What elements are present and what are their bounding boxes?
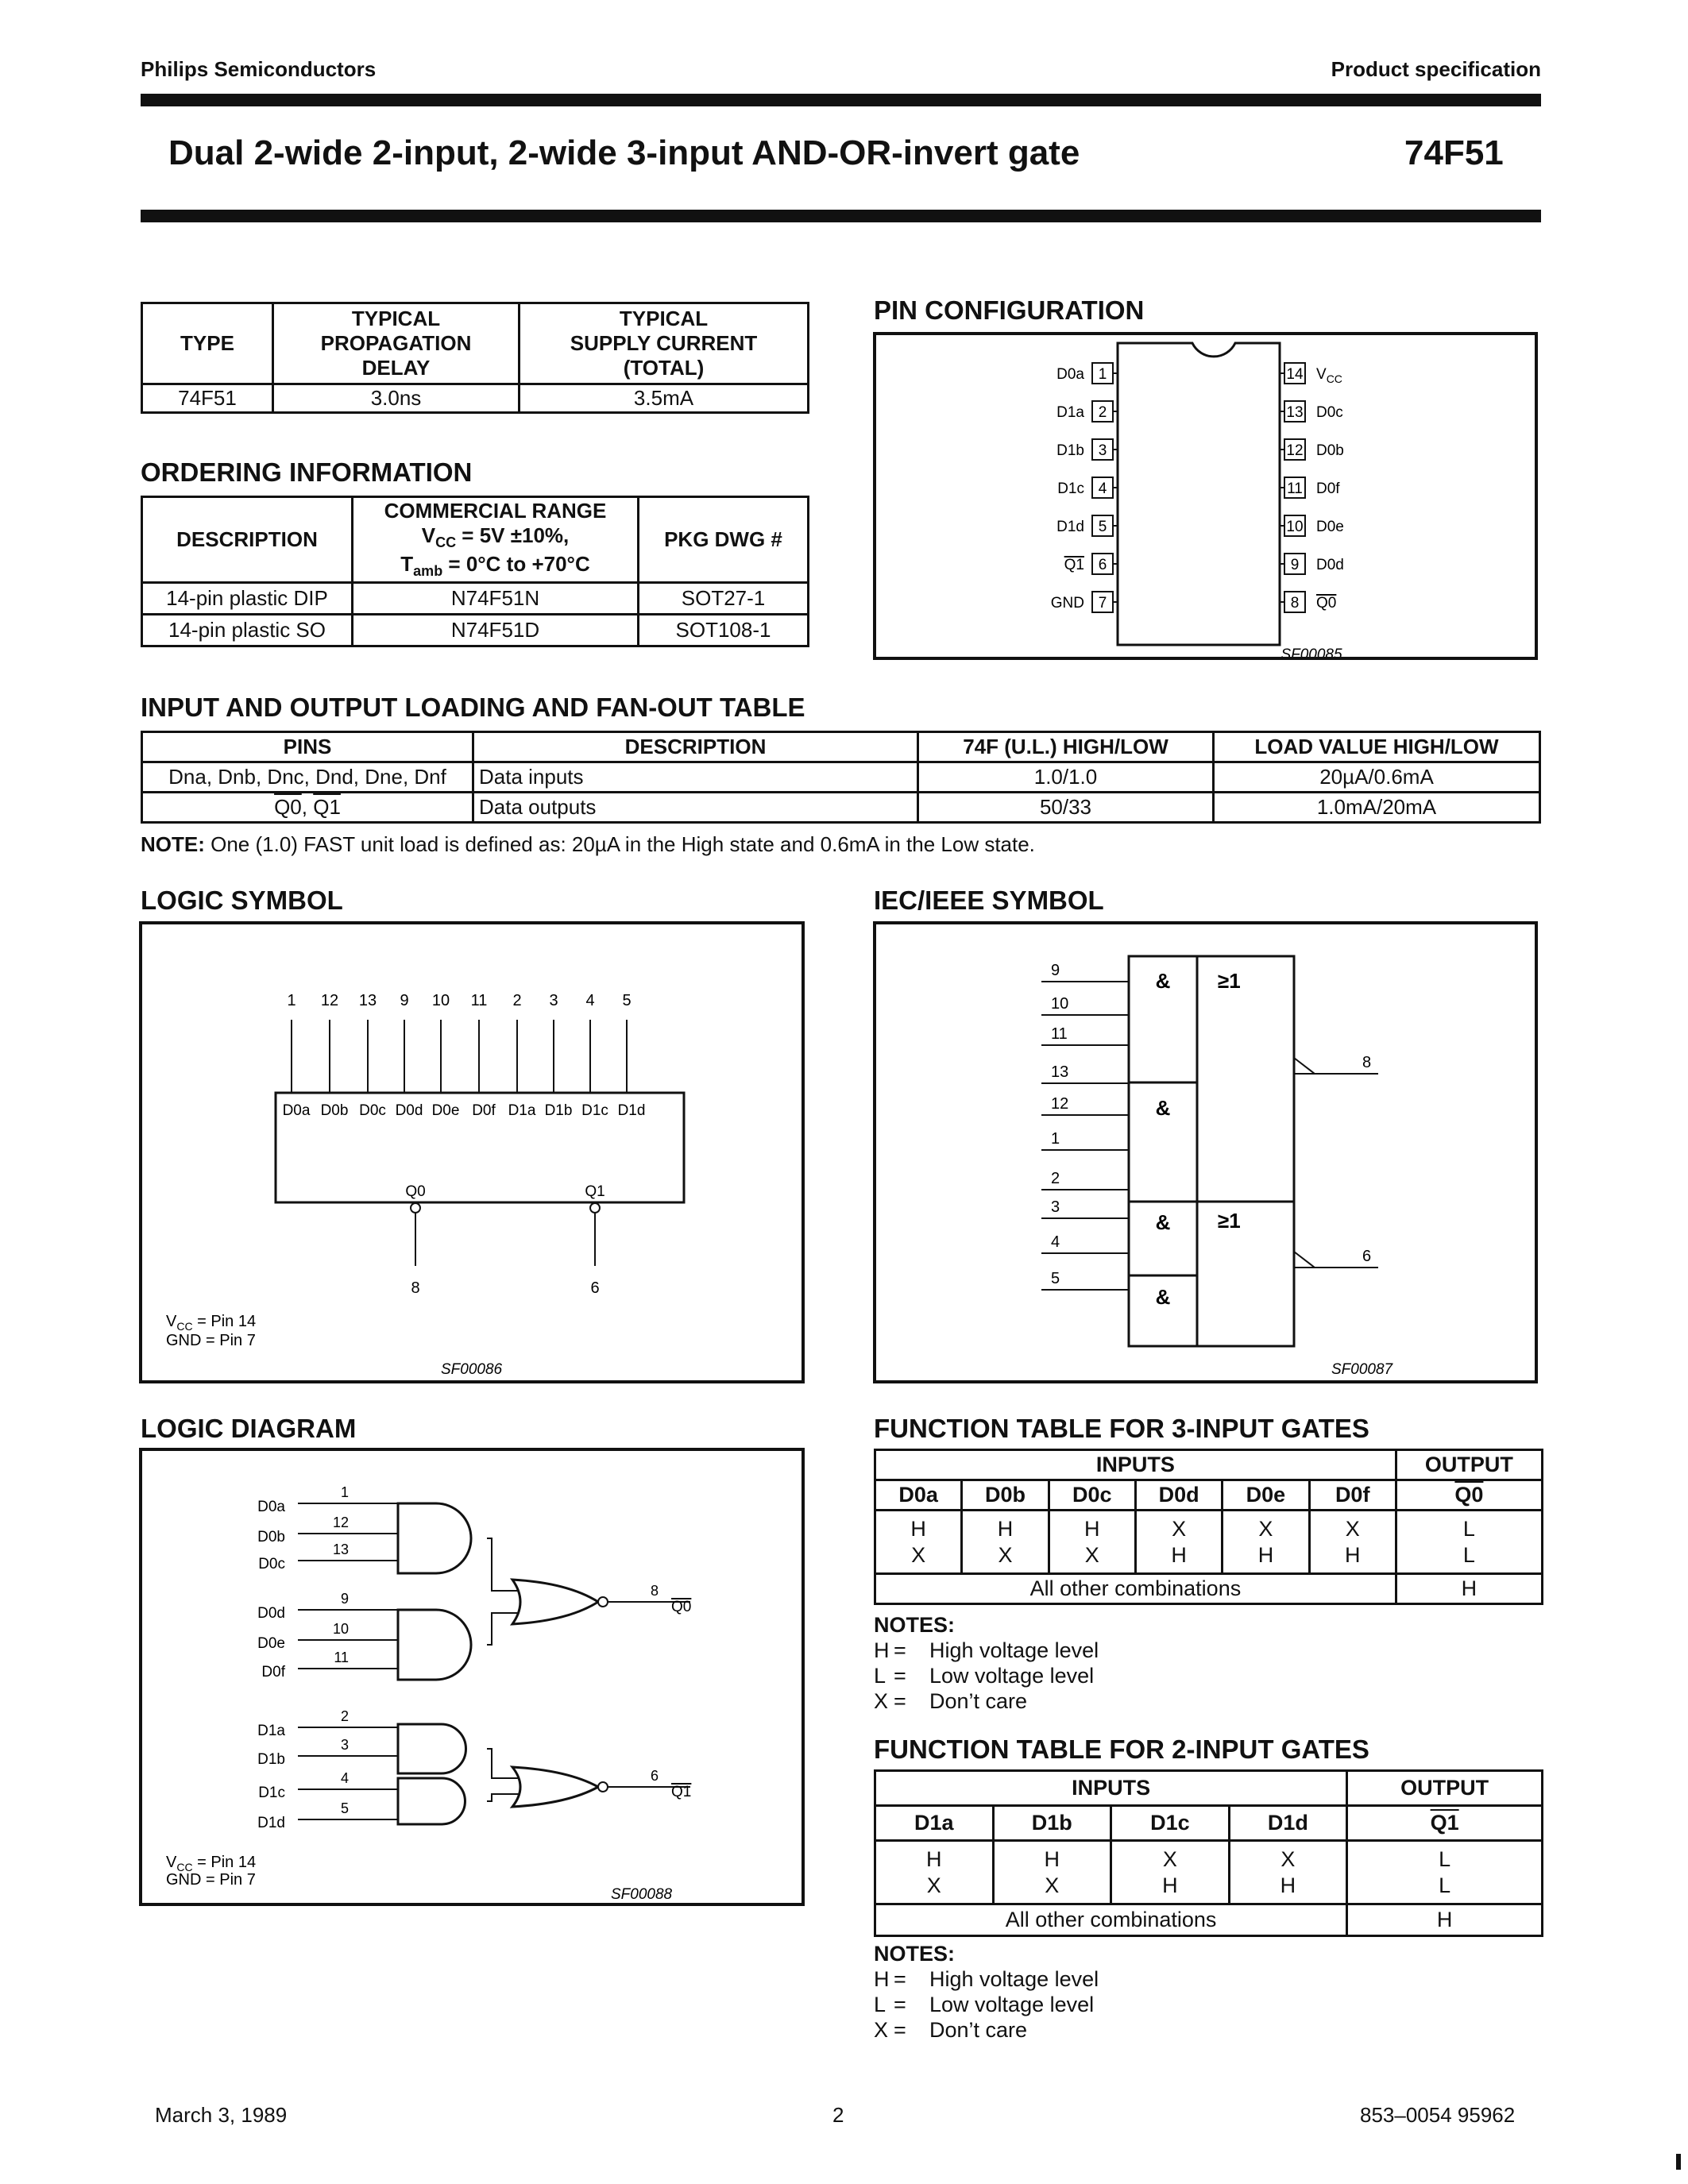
delay-header: TYPICAL PROPAGATION DELAY xyxy=(273,303,520,384)
pin-number: 9 xyxy=(1290,557,1300,573)
pin-label: D1b xyxy=(1056,442,1084,459)
ft2-col: D1c xyxy=(1111,1806,1230,1841)
nor-gate xyxy=(512,1580,598,1624)
ft3-col: D0d xyxy=(1135,1480,1222,1511)
input-label: D0f xyxy=(472,1102,496,1119)
ft2-col: D1a xyxy=(875,1806,994,1841)
ordering-range-cell: N74F51D xyxy=(353,614,639,646)
ordering-table xyxy=(141,496,809,647)
delay-cell: 3.0ns xyxy=(273,384,520,413)
input-label: D0c xyxy=(258,1556,285,1572)
ft3-cell: H X xyxy=(875,1511,962,1574)
title-rule xyxy=(141,210,1541,222)
input-label: D0c xyxy=(359,1102,386,1119)
ft3-col: D0b xyxy=(962,1480,1049,1511)
and-qualifier: & xyxy=(1155,1210,1171,1234)
pin-number: 10 xyxy=(1286,519,1304,535)
loading-note: NOTE: One (1.0) FAST unit load is defined as: 20µA in the High state and 0.6mA in the Low state. xyxy=(141,832,1035,856)
input-label: D1d xyxy=(257,1815,285,1831)
ul-header: 74F (U.L.) HIGH/LOW xyxy=(918,732,1214,762)
pin-number: 7 xyxy=(1098,595,1107,612)
input-label: D1a xyxy=(508,1102,536,1119)
input-pin-number: 5 xyxy=(622,992,632,1009)
pins-header: PINS xyxy=(142,732,473,762)
pin-config-heading: PIN CONFIGURATION xyxy=(874,295,1145,325)
ft3-table xyxy=(874,1449,1543,1605)
and-qualifier: & xyxy=(1155,1285,1171,1309)
input-label: D1a xyxy=(257,1723,285,1739)
ft2-output-header: OUTPUT xyxy=(1347,1771,1543,1806)
ordering-range-cell: N74F51N xyxy=(353,582,639,614)
input-pin-number: 1 xyxy=(340,1484,349,1500)
ordering-desc-header: DESCRIPTION xyxy=(142,497,353,583)
pin-label: Q1 xyxy=(1064,557,1084,573)
input-pin-number: 5 xyxy=(1051,1270,1060,1287)
ft3-col: D0f xyxy=(1309,1480,1396,1511)
input-label: D0e xyxy=(257,1635,285,1652)
description-header: DESCRIPTION xyxy=(473,732,918,762)
input-pin-number: 9 xyxy=(1051,962,1060,979)
ft2-other: All other combinations xyxy=(875,1904,1347,1936)
output-label: Q1 xyxy=(585,1183,605,1200)
loading-heading: INPUT AND OUTPUT LOADING AND FAN-OUT TABLE xyxy=(141,693,805,722)
or-qualifier: ≥1 xyxy=(1218,969,1241,993)
ft2-col: D1b xyxy=(993,1806,1111,1841)
ordering-range-header: COMMERCIAL RANGE $V_{CC} = 5V \pm 10\%$, $T_{amb} = 0^\circ C$ to +70°C xyxy=(353,497,639,583)
input-label: D0a xyxy=(282,1102,311,1119)
nor-gate xyxy=(512,1767,598,1807)
pin-number: 3 xyxy=(1098,442,1107,459)
ft3-output-header: OUTPUT xyxy=(1396,1450,1542,1480)
inversion-bubble xyxy=(590,1203,600,1213)
ft2-out-col: Q1 xyxy=(1347,1806,1543,1841)
pin-label: D0b xyxy=(1316,442,1344,459)
pin-label: D0e xyxy=(1316,519,1344,535)
input-label: D1b xyxy=(544,1102,573,1119)
input-pin-number: 9 xyxy=(400,992,409,1009)
and-gate xyxy=(398,1503,471,1573)
pin-label: D0a xyxy=(1056,366,1084,383)
iec-symbol-diagram xyxy=(876,924,1535,1380)
input-label: D1d xyxy=(617,1102,646,1119)
and-gate xyxy=(398,1724,466,1773)
company-name: Philips Semiconductors xyxy=(141,57,377,81)
dip-body xyxy=(1118,343,1280,645)
pin-label: D0d xyxy=(1316,557,1344,573)
type-header: TYPE xyxy=(142,303,273,384)
ft3-other: All other combinations xyxy=(875,1574,1396,1604)
input-pin-number: 3 xyxy=(1051,1198,1060,1216)
ft3-cell: X H xyxy=(1223,1511,1309,1574)
pin-label: D1a xyxy=(1056,404,1084,421)
input-label: D0b xyxy=(257,1529,285,1545)
ft3-heading: FUNCTION TABLE FOR 3-INPUT GATES xyxy=(874,1414,1369,1443)
or-qualifier: ≥1 xyxy=(1218,1209,1241,1233)
ordering-pkg-cell: SOT27-1 xyxy=(639,582,809,614)
logic-diagram-frame xyxy=(139,1448,805,1906)
pin-number: 13 xyxy=(1286,404,1304,421)
load-cell: 20µA/0.6mA xyxy=(1214,762,1540,793)
gnd-note: GND = Pin 7 xyxy=(166,1332,256,1349)
part-number: 74F51 xyxy=(1404,133,1504,172)
output-pin-number: 6 xyxy=(1362,1248,1372,1265)
type-table xyxy=(141,302,809,414)
output-label: Q1 xyxy=(671,1784,692,1800)
ft3-col: D0c xyxy=(1049,1480,1135,1511)
pin-number: 1 xyxy=(1098,366,1107,383)
pin-label: D1d xyxy=(1056,519,1084,535)
logic-symbol-diagram xyxy=(142,924,802,1380)
input-pin-number: 4 xyxy=(585,992,595,1009)
figure-code: SF00087 xyxy=(1331,1361,1393,1378)
ft3-inputs-header: INPUTS xyxy=(875,1450,1396,1480)
input-label: D0e xyxy=(431,1102,460,1119)
input-pin-number: 9 xyxy=(340,1591,349,1607)
input-label: D1b xyxy=(257,1751,285,1768)
input-pin-number: 10 xyxy=(1051,995,1069,1013)
pin-number: 5 xyxy=(1098,519,1107,535)
and-qualifier: & xyxy=(1155,969,1171,993)
negation-indicator xyxy=(1294,1252,1315,1268)
input-label: D0b xyxy=(320,1102,349,1119)
iec-symbol-heading: IEC/IEEE SYMBOL xyxy=(874,886,1104,915)
pin-label: Q0 xyxy=(1316,595,1337,612)
pin-label: $V_{CC}$ xyxy=(1316,366,1342,385)
pins-cell: Q0, Q1 xyxy=(142,793,473,823)
output-pin-number: 8 xyxy=(1362,1054,1372,1071)
current-cell: 3.5mA xyxy=(520,384,809,413)
ordering-heading: ORDERING INFORMATION xyxy=(141,457,473,487)
input-pin-number: 13 xyxy=(358,992,377,1009)
inversion-bubble xyxy=(411,1203,420,1213)
logic-symbol-heading: LOGIC SYMBOL xyxy=(141,886,343,915)
ft2-heading: FUNCTION TABLE FOR 2-INPUT GATES xyxy=(874,1734,1369,1764)
ft3-out-col: Q0 xyxy=(1396,1480,1542,1511)
ft2-notes: NOTES: H = High voltage level L = Low voltage level X = Don’t care xyxy=(874,1942,1099,2042)
input-label: D1c xyxy=(581,1102,608,1119)
ft2-cell: X H xyxy=(1229,1841,1347,1904)
pin-config-frame xyxy=(873,332,1538,660)
ft3-cell: L L xyxy=(1396,1511,1542,1574)
input-pin-number: 1 xyxy=(287,992,296,1009)
pin-number: 8 xyxy=(1290,595,1300,612)
input-pin-number: 4 xyxy=(1051,1233,1060,1251)
ft3-cell: X H xyxy=(1135,1511,1222,1574)
output-pin-number: 6 xyxy=(590,1279,600,1297)
pin-number: 4 xyxy=(1098,480,1107,497)
and-gate xyxy=(398,1610,471,1680)
input-pin-number: 11 xyxy=(470,992,488,1009)
description-cell: Data inputs xyxy=(473,762,918,793)
ordering-desc-cell: 14-pin plastic SO xyxy=(142,614,353,646)
pin-number: 2 xyxy=(1098,404,1107,421)
logic-diagram-schematic xyxy=(142,1451,802,1903)
output-pin-number: 6 xyxy=(651,1768,659,1784)
ordering-pkg-header: PKG DWG # xyxy=(639,497,809,583)
input-pin-number: 10 xyxy=(431,992,450,1009)
input-pin-number: 12 xyxy=(332,1515,349,1530)
ordering-pkg-cell: SOT108-1 xyxy=(639,614,809,646)
ft2-col: D1d xyxy=(1229,1806,1347,1841)
input-pin-number: 4 xyxy=(340,1770,349,1786)
load-header: LOAD VALUE HIGH/LOW xyxy=(1214,732,1540,762)
input-pin-number: 13 xyxy=(1051,1063,1069,1081)
pin-number: 6 xyxy=(1098,557,1107,573)
footer-date: March 3, 1989 xyxy=(155,2103,288,2127)
page-title: Dual 2-wide 2-input, 2-wide 3-input AND-OR-invert gate xyxy=(168,133,1080,172)
ft2-table xyxy=(874,1769,1543,1937)
corner-mark xyxy=(1676,2154,1681,2170)
footer-code: 853–0054 95962 xyxy=(1360,2103,1516,2127)
pin-label: D0f xyxy=(1316,480,1340,497)
ft2-cell: H X xyxy=(875,1841,994,1904)
figure-code: SF00085 xyxy=(1280,646,1342,657)
doc-type: Product specification xyxy=(1331,57,1541,81)
input-pin-number: 2 xyxy=(1051,1170,1060,1187)
vcc-note: $V_{CC}$ = Pin 14 xyxy=(166,1854,257,1873)
input-label: D0a xyxy=(257,1499,285,1515)
input-pin-number: 11 xyxy=(1051,1025,1068,1043)
ft3-cell: H X xyxy=(962,1511,1049,1574)
and-qualifier: & xyxy=(1155,1096,1171,1120)
ft2-cell: X H xyxy=(1111,1841,1230,1904)
ft2-cell: L L xyxy=(1347,1841,1543,1904)
pin-number: 14 xyxy=(1286,366,1304,383)
ft3-col: D0a xyxy=(875,1480,962,1511)
header-rule xyxy=(141,94,1541,106)
input-pin-number: 1 xyxy=(1051,1130,1060,1148)
page-number: 2 xyxy=(832,2103,844,2127)
description-cell: Data outputs xyxy=(473,793,918,823)
figure-code: SF00088 xyxy=(611,1886,673,1903)
figure-code: SF00086 xyxy=(441,1361,503,1378)
logic-diagram-heading: LOGIC DIAGRAM xyxy=(141,1414,357,1443)
ft3-other-out: H xyxy=(1396,1574,1542,1604)
input-label: D0f xyxy=(261,1664,285,1680)
output-label: Q0 xyxy=(671,1599,692,1615)
input-pin-number: 12 xyxy=(320,992,339,1009)
or-column xyxy=(1197,956,1294,1346)
pin-label: D1c xyxy=(1057,480,1084,497)
dip-package-diagram xyxy=(876,335,1535,657)
output-pin-number: 8 xyxy=(411,1279,420,1297)
type-cell: 74F51 xyxy=(142,384,273,413)
input-pin-number: 5 xyxy=(340,1800,349,1816)
ul-cell: 50/33 xyxy=(918,793,1214,823)
load-cell: 1.0mA/20mA xyxy=(1214,793,1540,823)
input-pin-number: 2 xyxy=(512,992,522,1009)
output-label: Q0 xyxy=(405,1183,426,1200)
output-pin-number: 8 xyxy=(651,1583,659,1599)
ul-cell: 1.0/1.0 xyxy=(918,762,1214,793)
iec-symbol-frame xyxy=(873,921,1538,1383)
input-pin-number: 12 xyxy=(1051,1095,1069,1113)
pin-label: GND xyxy=(1050,595,1084,612)
ft2-inputs-header: INPUTS xyxy=(875,1771,1347,1806)
logic-symbol-frame xyxy=(139,921,805,1383)
ft3-notes: NOTES: H = High voltage level L = Low voltage level X = Don’t care xyxy=(874,1613,1099,1713)
current-header: TYPICAL SUPPLY CURRENT (TOTAL) xyxy=(520,303,809,384)
loading-table xyxy=(141,731,1541,824)
input-label: D1c xyxy=(258,1785,285,1801)
pins-cell: Dna, Dnb, Dnc, Dnd, Dne, Dnf xyxy=(142,762,473,793)
input-label: D0d xyxy=(257,1605,285,1622)
inversion-bubble xyxy=(598,1597,608,1607)
negation-indicator xyxy=(1294,1058,1315,1074)
input-pin-number: 11 xyxy=(334,1650,349,1665)
input-pin-number: 2 xyxy=(340,1708,349,1724)
and-gate xyxy=(398,1778,465,1824)
pin-label: D0c xyxy=(1316,404,1343,421)
ft2-other-out: H xyxy=(1347,1904,1543,1936)
pin-number: 11 xyxy=(1287,480,1303,497)
input-pin-number: 3 xyxy=(340,1737,349,1753)
input-label: D0d xyxy=(395,1102,423,1119)
vcc-note: $V_{CC}$ = Pin 14 xyxy=(166,1313,257,1333)
ft3-cell: X H xyxy=(1309,1511,1396,1574)
ft2-cell: H X xyxy=(993,1841,1111,1904)
ft3-col: D0e xyxy=(1223,1480,1309,1511)
inversion-bubble xyxy=(598,1782,608,1792)
input-pin-number: 13 xyxy=(332,1542,349,1557)
gnd-note: GND = Pin 7 xyxy=(166,1871,256,1889)
pin-number: 12 xyxy=(1286,442,1304,459)
input-pin-number: 3 xyxy=(549,992,558,1009)
ft3-cell: H X xyxy=(1049,1511,1135,1574)
input-pin-number: 10 xyxy=(332,1621,349,1637)
ordering-desc-cell: 14-pin plastic DIP xyxy=(142,582,353,614)
